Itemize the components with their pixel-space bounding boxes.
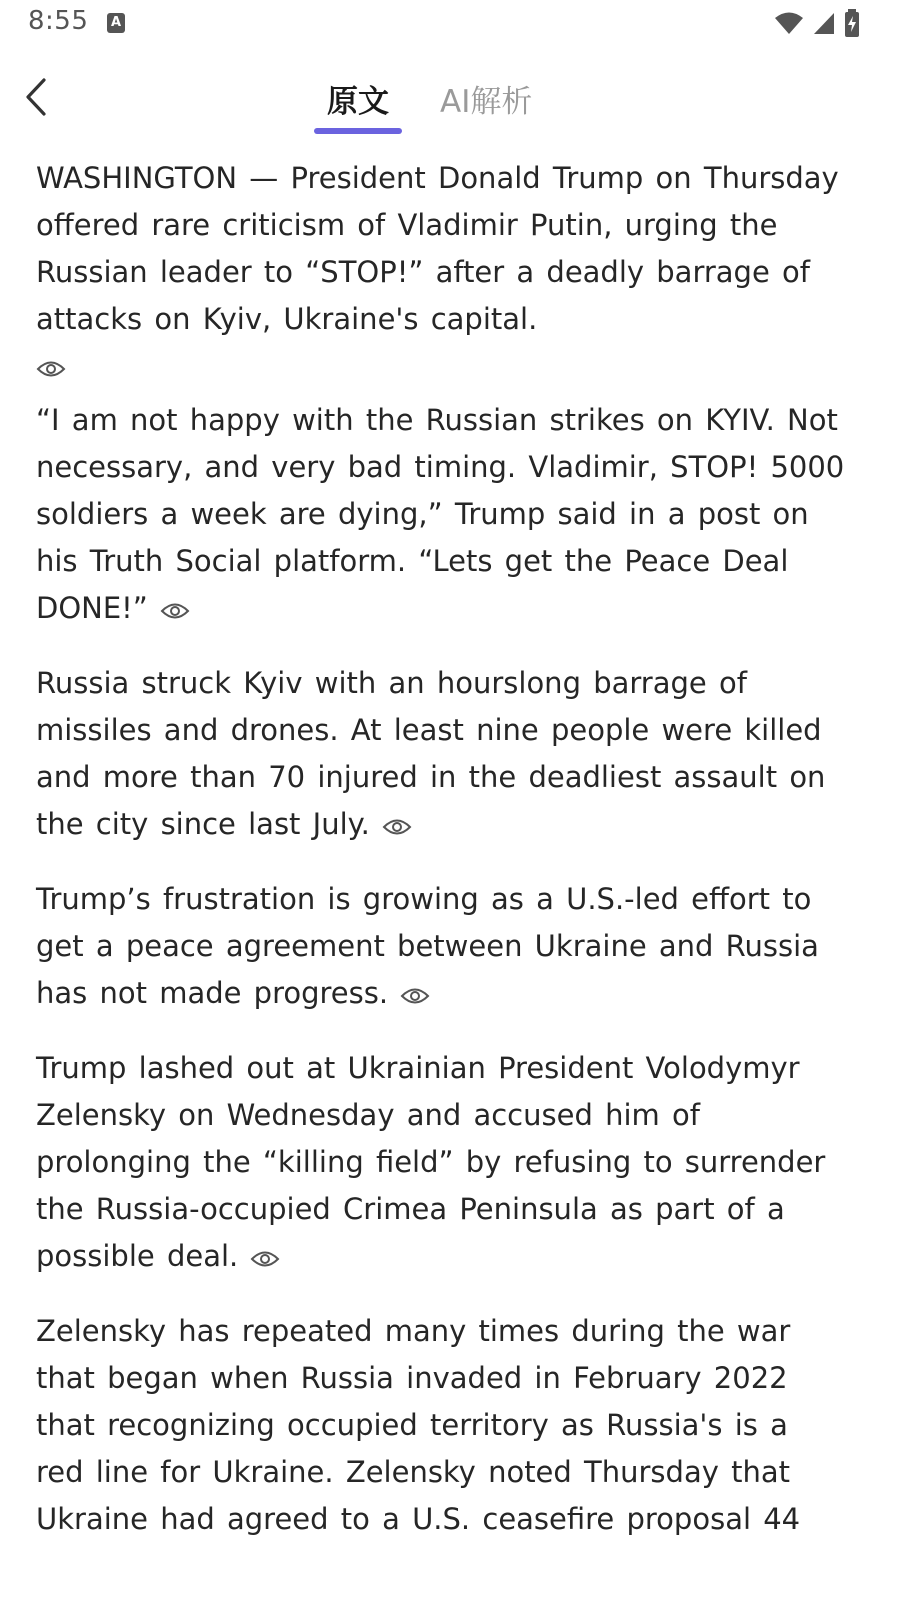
battery-charging-icon: [844, 9, 860, 37]
article-paragraph: [36, 660, 846, 848]
paragraph-text: WASHINGTON — President Donald Trump on Thursday offered rare criticism of Vladimir Putin, urging the Russian leader to “STOP!” after a deadly barrage of attacks on Kyiv, Ukraine's capital.: [36, 161, 839, 336]
paragraph-text: Russia struck Kyiv with an hourslong barrage of missiles and drones. At least nine people were killed and more than 70 injured in the deadliest assault on the city since last July.: [36, 666, 826, 841]
article-paragraph: [36, 1045, 846, 1280]
tab-original[interactable]: 原文: [327, 84, 389, 120]
status-time: 8:55: [28, 6, 89, 36]
active-tab-indicator: [314, 128, 402, 134]
cell-signal-icon: [812, 11, 836, 35]
status-icons: [774, 10, 860, 36]
eye-icon[interactable]: [36, 347, 66, 369]
wifi-icon: [774, 11, 804, 35]
paragraph-text: Trump lashed out at Ukrainian President Volodymyr Zelensky on Wednesday and accused him of prolonging the “killing field” by refusing to surrender the Russia-occupied Crimea Peninsula as part of a possible deal.: [36, 1051, 826, 1273]
status-bar: [0, 0, 900, 48]
paragraph-text: Zelensky has repeated many times during the war that began when Russia invaded in February 2022 that recognizing occupied territory as Russia's is a red line for Ukraine. Zelensky noted Thursday that Ukraine had agreed to a U.S. ceasefire proposal 44: [36, 1314, 801, 1536]
eye-icon[interactable]: [160, 589, 190, 611]
article-body: [36, 155, 846, 1571]
paragraph-text: Trump’s frustration is growing as a U.S.-led effort to get a peace agreement between Ukraine and Russia has not made progress.: [36, 882, 819, 1010]
tab-bar: [0, 58, 900, 138]
tab-ai-analysis[interactable]: AI解析: [440, 84, 533, 120]
top-nav-bar: [0, 58, 900, 138]
article-paragraph: [36, 1308, 846, 1543]
eye-icon[interactable]: [250, 1237, 280, 1259]
eye-icon[interactable]: [400, 974, 430, 996]
article-paragraph: [36, 397, 846, 632]
paragraph-text: “I am not happy with the Russian strikes on KYIV. Not necessary, and very bad timing. Vladimir, STOP! 5000 soldiers a week are dying,” Trump said in a post on his Truth Social platform. “Lets get the Peace Deal DONE!”: [36, 403, 845, 625]
app-notification-icon: A: [107, 13, 125, 33]
article-paragraph: [36, 876, 846, 1017]
eye-icon[interactable]: [382, 805, 412, 827]
article-paragraph: [36, 155, 846, 369]
